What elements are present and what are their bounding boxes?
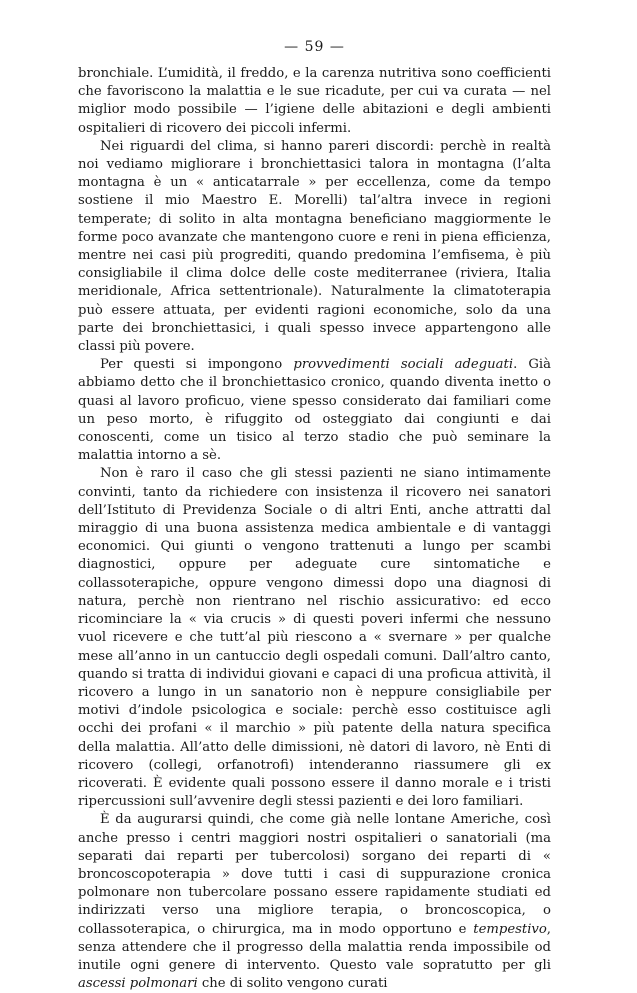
- paragraph: [78, 811, 551, 993]
- italic-phrase: provvedimenti sociali adeguati: [293, 357, 514, 373]
- paragraph: [78, 65, 551, 138]
- text-run: bronchiale. L’umidità, il freddo, e la carenza nutritiva sono coefficienti che favoriscono la malattia e le sue ricadute, per cui va curata — nel miglior modo possibile — l’igiene delle abitazioni e degli ambienti ospitalieri di ricovero dei piccoli infermi.: [78, 66, 551, 136]
- paragraph: [78, 465, 551, 811]
- text-run: . Già abbiamo detto che il bronchiettasico cronico, quando diventa inetto o quasi al lavoro proficuo, viene spesso considerato dai familiari come un peso morto, è rifuggito od osteggiato dai congiunti e dai conoscenti, come un tisico al terzo stadio che può seminare la malattia intorno a sè.: [78, 357, 552, 464]
- paragraph: [78, 138, 551, 356]
- paragraph: [78, 356, 551, 465]
- text-run: Nei riguardi del clima, si hanno pareri discordi: perchè in realtà noi vediamo migliorare i bronchiettasici talora in montagna (l’alta montagna è un « anticatarrale » per eccellenza, come da tempo sostiene il mio Maestro E. Morelli) tal’altra invece in regioni temperate; di solito in alta montagna beneficiano maggiormente le forme poco avanzate che mantengono cuore e reni in piena efficienza, mentre nei casi più progrediti, quando predomina l’emfisema, è più consigliabile il clima dolce delle coste mediterranee (riviera, Italia meridionale, Africa settentrionale). Naturalmente la climatoterapia può essere attuata, per evidenti ragioni economiche, solo da una parte dei bronchiettasici, i quali spesso invece appartengono alle classi più povere.: [78, 138, 551, 355]
- italic-phrase: tempestivo: [473, 921, 547, 937]
- body-text: [78, 65, 551, 993]
- text-run: , senza attendere che il progresso della malattia renda impossibile od inutile ogni genere di intervento. Questo vale sopratutto per gli: [78, 921, 551, 973]
- text-run: È da augurarsi quindi, che come già nelle lontane Americhe, così anche presso i centri maggiori nostri ospitalieri o sanatoriali (ma separati dai reparti per tubercolosi) sorgano dei reparti di « broncoscopoterapia » dove tutti i casi di suppurazione cronica polmonare non tubercolare possano essere rapidamente studiati ed indirizzati verso una migliore terapia, o broncoscopica, o collassoterapica, o chirurgica, ma in modo opportuno e: [78, 812, 551, 937]
- text-run: che di solito vengono curati: [197, 976, 388, 992]
- italic-phrase: ascessi polmonari: [78, 976, 198, 992]
- text-run: Per questi si impongono: [100, 357, 294, 373]
- page-number: — 59 —: [284, 39, 345, 55]
- text-run: Non è raro il caso che gli stessi pazienti ne siano intimamente convinti, tanto da richiedere con insistenza il ricovero nei sanatori dell’Istituto di Previdenza Sociale o di altri Enti, anche attratti dal miraggio di una buona assistenza medica ambientale e di vantaggi economici. Qui giunti o vengono trattenuti a lungo per scambi diagnostici, oppure per adeguate cure sintomatiche e collassoterapiche, oppure vengono dimessi dopo una diagnosi di natura, perchè non rientrano nel rischio assicurativo: ed ecco ricominciare la « via crucis » di questi poveri infermi che nessuno vuol ricevere e che tutt’al più riescono a « svernare » per qualche mese all’anno in un cantuccio degli ospedali comuni. Dall’altro canto, quando si tratta di individui giovani e capaci di una proficua attività, il ricovero a lungo in un sanatorio non è neppure consigliabile per motivi d’indole psicologica e sociale: perchè esso costituisce agli occhi dei profani « il marchio » più patente della natura specifica della malattia. All’atto delle dimissioni, nè datori di lavoro, nè Enti di ricovero (collegi, orfanotrofi) intenderanno riassumere gli ex ricoverati. È evidente quali possono essere il danno morale e i tristi ripercussioni sull’avvenire degli stessi pazienti e dei loro familiari.: [78, 466, 551, 810]
